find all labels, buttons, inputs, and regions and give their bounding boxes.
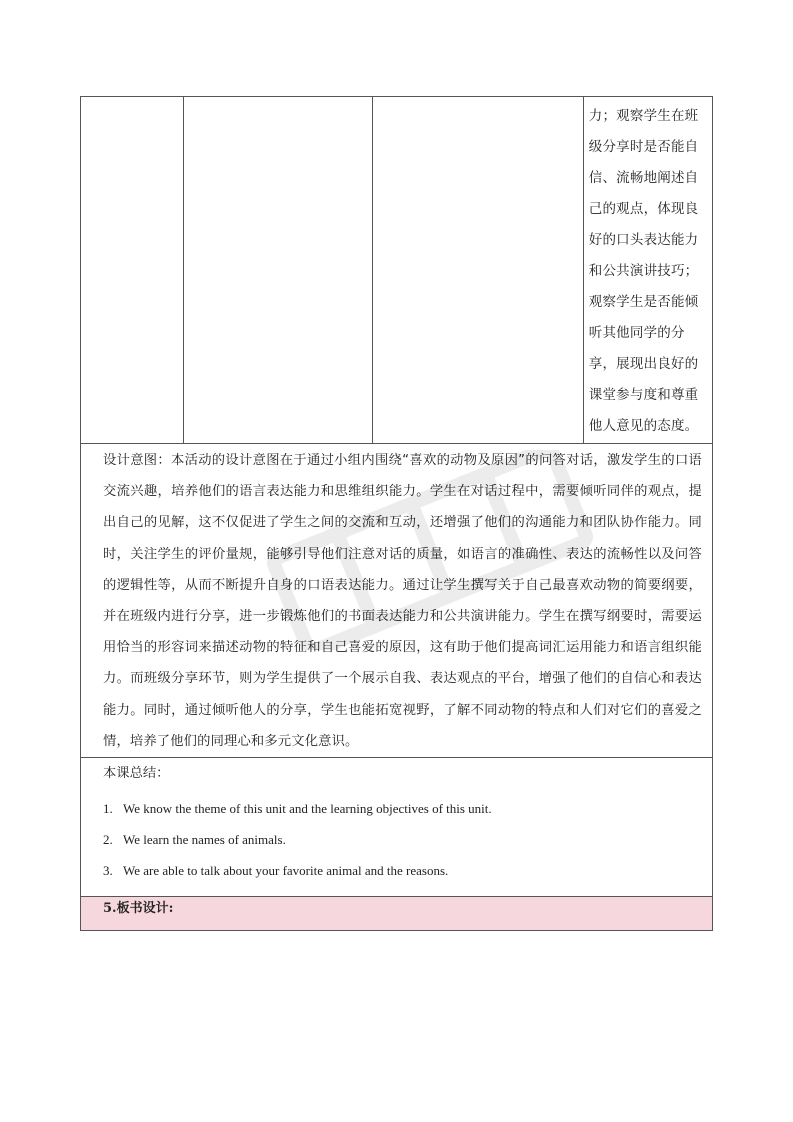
board-design-row [81,897,713,931]
summary-title: 本课总结： [103,766,170,782]
empty-cell-1 [81,97,184,444]
evaluation-cell: 力；观察学生在班级分享时是否能自信、流畅地阐述自己的观点，体现良好的口头表达能力和公共演讲技巧；观察学生是否能倾听其他同学的分享，展现出良好的课堂参与度和尊重他人意见的态度。 [583,97,712,444]
activity-row [81,97,713,444]
board-design-heading: 5.板书设计: [103,901,174,917]
empty-cell-3 [373,97,583,444]
summary-item [103,824,702,855]
summary-item-text: We are able to talk about your favorite animal and the reasons. [123,863,449,879]
design-intent-cell: 设计意图：本活动的设计意图在于通过小组内围绕“喜欢的动物及原因”的问答对话，激发学生的口语交流兴趣，培养他们的语言表达能力和思维组织能力。学生在对话过程中，需要倾听同伴的观点，提出自己的见解，这不仅促进了学生之间的交流和互动，还增强了他们的沟通能力和团队协作能力。同时，关注学生的评价量规，能够引导他们注意对话的质量，如语言的准确性、表达的流畅性以及问答的逻辑性等，从而不断提升自身的口语表达能力。通过让学生撰写关于自己最喜欢动物的简要纲要，并在班级内进行分享，进一步锻炼他们的书面表达能力和公共演讲能力。学生在撰写纲要时，需要运用恰当的形容词来描述动物的特征和自己喜爱的原因，这有助于他们提高词汇运用能力和语言组织能力。而班级分享环节，则为学生提供了一个展示自我、表达观点的平台，增强了他们的自信心和表达能力。同时，通过倾听他人的分享，学生也能拓宽视野，了解不同动物的特点和人们对它们的喜爱之情，培养了他们的同理心和多元文化意识。 [81,444,713,758]
summary-item-number: 2. [103,832,113,848]
board-design-cell [81,897,713,931]
design-intent-row [81,444,713,758]
summary-item [103,793,702,824]
summary-item-number: 3. [103,863,113,879]
summary-cell [81,758,713,897]
summary-item-text: We learn the names of animals. [123,832,286,848]
lesson-plan-table [80,96,713,931]
summary-row [81,758,713,897]
summary-item-text: We know the theme of this unit and the learning objectives of this unit. [123,801,492,817]
summary-item [103,855,702,886]
summary-item-number: 1. [103,801,113,817]
empty-cell-2 [184,97,373,444]
